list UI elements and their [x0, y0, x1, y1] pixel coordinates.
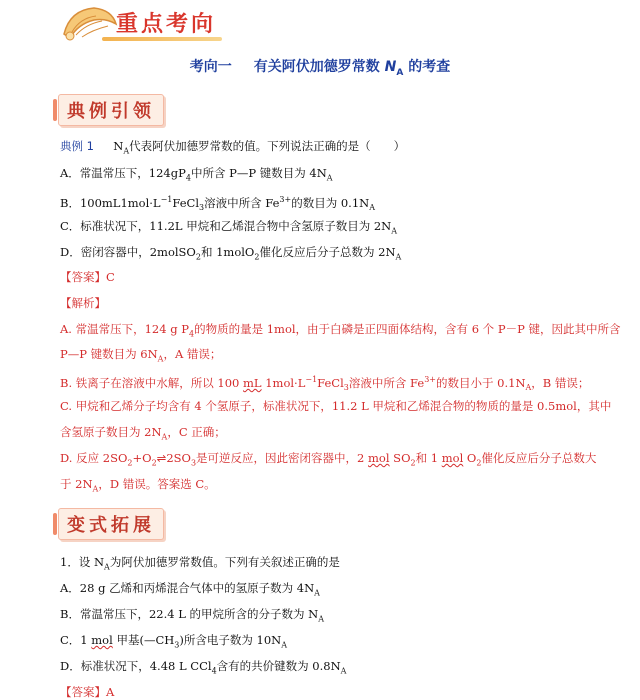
banner-title: 重点考向	[116, 11, 217, 37]
variant-option-c: C．1 mol 甲基$(—CH_3)$所含电子数为 $10N_A$	[60, 633, 287, 650]
option-d: D．密闭容器中，2molSO$_2$和 1molO$_2$催化反应后分子总数为 $2N_A$	[60, 245, 402, 262]
analysis-a-line1: A. 常温常压下，124 g $P_4$的物质的量是 1mol，由于白磷是正四面体结构，含有 6 个 P－P 键，因此其中所含	[60, 322, 621, 339]
variant-badge: 变式拓展	[58, 508, 164, 540]
variant-option-a: A．28 g 乙烯和丙烯混合气体中的氢原子数为 $4N_A$	[60, 581, 320, 598]
example-label: 典例 1	[60, 139, 94, 153]
example-question: 典例 1 $N_A$代表阿伏加德罗常数的值。下列说法正确的是（ ）	[60, 139, 406, 156]
section-prefix: 考向一	[189, 59, 232, 75]
variant-option-b: B．常温常压下，22.4 L 的甲烷所含的分子数为 $N_A$	[60, 607, 325, 624]
analysis-label: 【解析】	[60, 296, 106, 310]
variant-answer-label: 【答案】A	[60, 685, 115, 699]
section-title-text: 有关阿伏加德罗常数	[253, 59, 380, 75]
analysis-d-line1: D. 反应 $2SO_2+O_2\rightleftharpoons 2SO_3$是可逆反应，因此密闭容器中，2 mol $SO_2$和 1 mol $O_2$催化反应后分子总数大	[60, 451, 597, 468]
option-c: C．标准状况下，11.2L 甲烷和乙烯混合物中含氢原子数目为 $2N_A$	[60, 219, 398, 236]
section-title: 考向一 有关阿伏加德罗常数 $N_A$ 的考查	[189, 59, 451, 78]
analysis-b-line1: B. 铁离子在溶液中水解，所以 100 mL $1mol\cdot L^{-1}FeCl_3$溶液中所含 $Fe^{3+}$的数目小于 $0.1N_A$，B 错误；	[60, 375, 590, 393]
analysis-c-line2: 含氢原子数目为 $2N_A$，C 正确；	[60, 425, 226, 442]
option-a: A．常温常压下，$124gP_4$中所含 P—P 键数目为 $4N_A$	[60, 166, 333, 183]
equilibrium-arrow-icon: ⇌	[156, 451, 167, 465]
option-b: B．$100mL1mol\cdot L^{-1}FeCl_3$溶液中所含 $Fe^{3+}$的数目为 $0.1N_A$	[60, 195, 375, 213]
analysis-a-line2: P—P 键数目为 $6N_A$，A 错误；	[60, 347, 222, 364]
section-symbol: N	[384, 59, 397, 75]
answer-label: 【答案】C	[60, 270, 115, 284]
analysis-d-line2: 于 $2N_A$，D 错误。答案选 C。	[60, 477, 216, 494]
example-badge: 典例引领	[58, 94, 164, 126]
variant-question: 1．设 $N_A$为阿伏加德罗常数值。下列有关叙述正确的是	[60, 555, 340, 572]
analysis-c-line1: C. 甲烷和乙烯分子均含有 4 个氢原子，标准状况下，11.2 L 甲烷和乙烯混合物的物质的量是 0.5mol，其中	[60, 399, 612, 413]
variant-option-d: D．标准状况下，4.48 L CCl$_4$含有的共价键数为 $0.8N_A$	[60, 659, 347, 676]
banner	[60, 4, 220, 42]
